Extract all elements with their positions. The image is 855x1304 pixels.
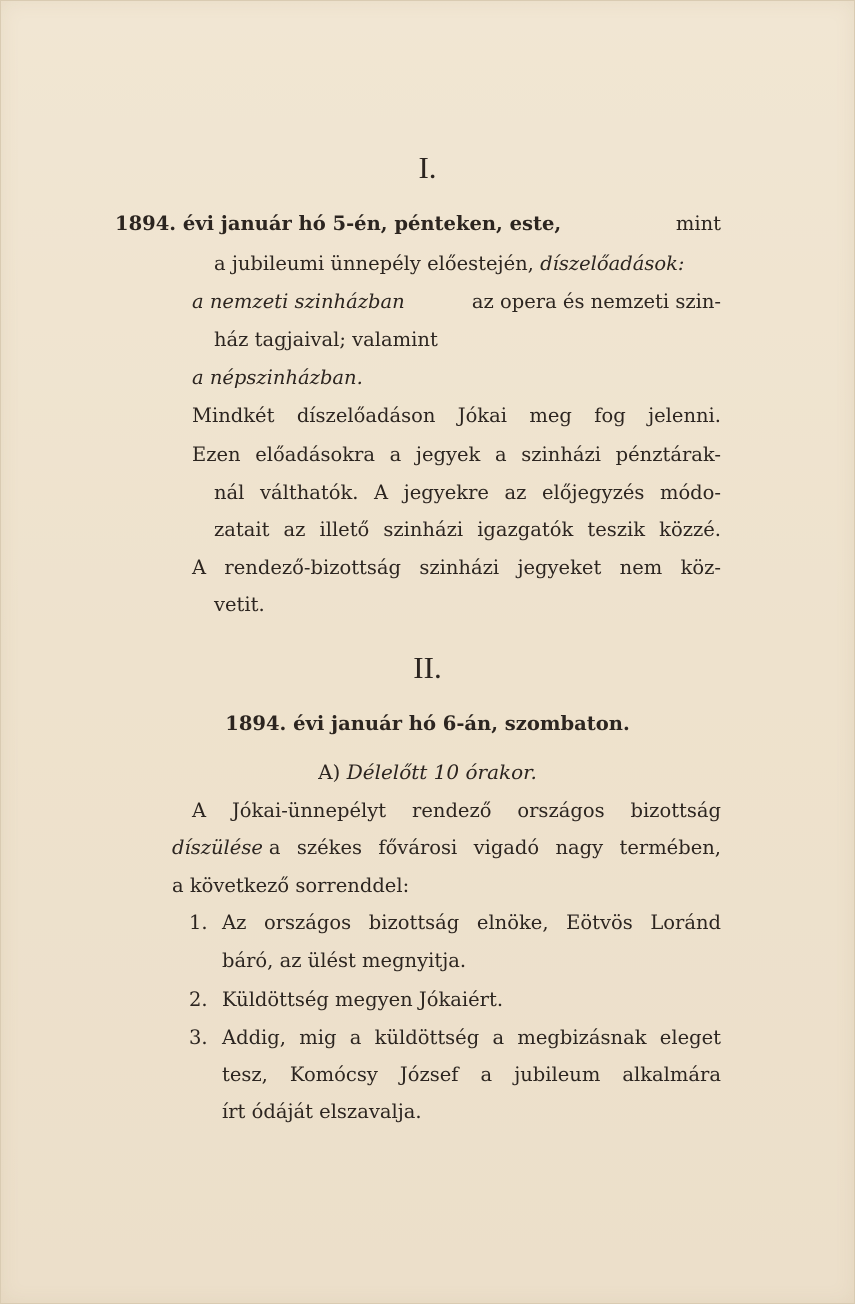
subheading-label: A) xyxy=(318,760,347,784)
section1-para1: Mindkét díszelőadáson Jókai meg fog jelenni. xyxy=(192,404,721,427)
section1-para2-line2: nál válthatók. A jegyekre az előjegyzés módo- xyxy=(214,481,721,504)
section1-para3-line2: vetit. xyxy=(214,593,265,616)
section-numeral-2: II. xyxy=(413,650,442,685)
section2-date-heading: 1894. évi január hó 6-án, szombaton. xyxy=(225,712,630,735)
item-3-line2: tesz, Komócsy József a jubileum alkalmára xyxy=(222,1063,721,1086)
section2-intro-line2 xyxy=(172,836,721,859)
section1-para2-line1: Ezen előadásokra a jegyek a szinházi pénztárak- xyxy=(192,443,721,466)
section1-item1-line2: ház tagjaival; valamint xyxy=(214,328,438,351)
section-numeral-1: I. xyxy=(418,150,437,185)
subheading-time: Délelőtt 10 órakor. xyxy=(346,760,537,784)
section1-item1-line1 xyxy=(192,290,721,313)
section1-item2: a népszinházban. xyxy=(192,366,363,389)
section1-heading-line2-italic: díszelőadások: xyxy=(540,252,685,275)
intro-line2-rest: a székes fővárosi vigadó nagy termében, xyxy=(268,836,721,859)
item-1-line2: báró, az ülést megnyitja. xyxy=(222,949,467,972)
section1-heading-line2 xyxy=(214,252,684,275)
item-1-number: 1. xyxy=(189,911,208,934)
section1-para3-line1: A rendező-bizottság szinházi jegyeket nem köz- xyxy=(192,556,721,579)
section1-heading-line2-text: a jubileumi ünnepély előestején, xyxy=(214,252,541,275)
section2-intro-line3: a következő sorrenddel: xyxy=(172,874,410,897)
section1-heading-line1 xyxy=(115,212,721,235)
section1-date-heading: 1894. évi január hó 5-én, pénteken, este, xyxy=(115,212,562,235)
item-2-line1: Küldöttség megyen Jókaiért. xyxy=(222,988,504,1011)
section1-para2-line3: zatait az illető szinházi igazgatók teszik közzé. xyxy=(214,518,721,541)
item1-rest-text: az opera és nemzeti szin- xyxy=(471,290,721,313)
section1-heading-rest: mint xyxy=(675,212,721,235)
item1-italic-text: a nemzeti szinházban xyxy=(192,290,405,313)
item-3-number: 3. xyxy=(189,1026,208,1049)
section2-intro-line1: A Jókai-ünnepélyt rendező országos bizottság xyxy=(192,799,721,822)
section2-subheading xyxy=(0,760,855,784)
item-1-line1: Az országos bizottság elnöke, Eötvös Loránd xyxy=(222,911,721,934)
item-3-line3: írt ódáját elszavalja. xyxy=(222,1100,422,1123)
intro-italic-word: díszülése xyxy=(172,836,263,859)
item-3-line1: Addig, mig a küldöttség a megbizásnak eleget xyxy=(222,1026,721,1049)
item-2-number: 2. xyxy=(189,988,208,1011)
